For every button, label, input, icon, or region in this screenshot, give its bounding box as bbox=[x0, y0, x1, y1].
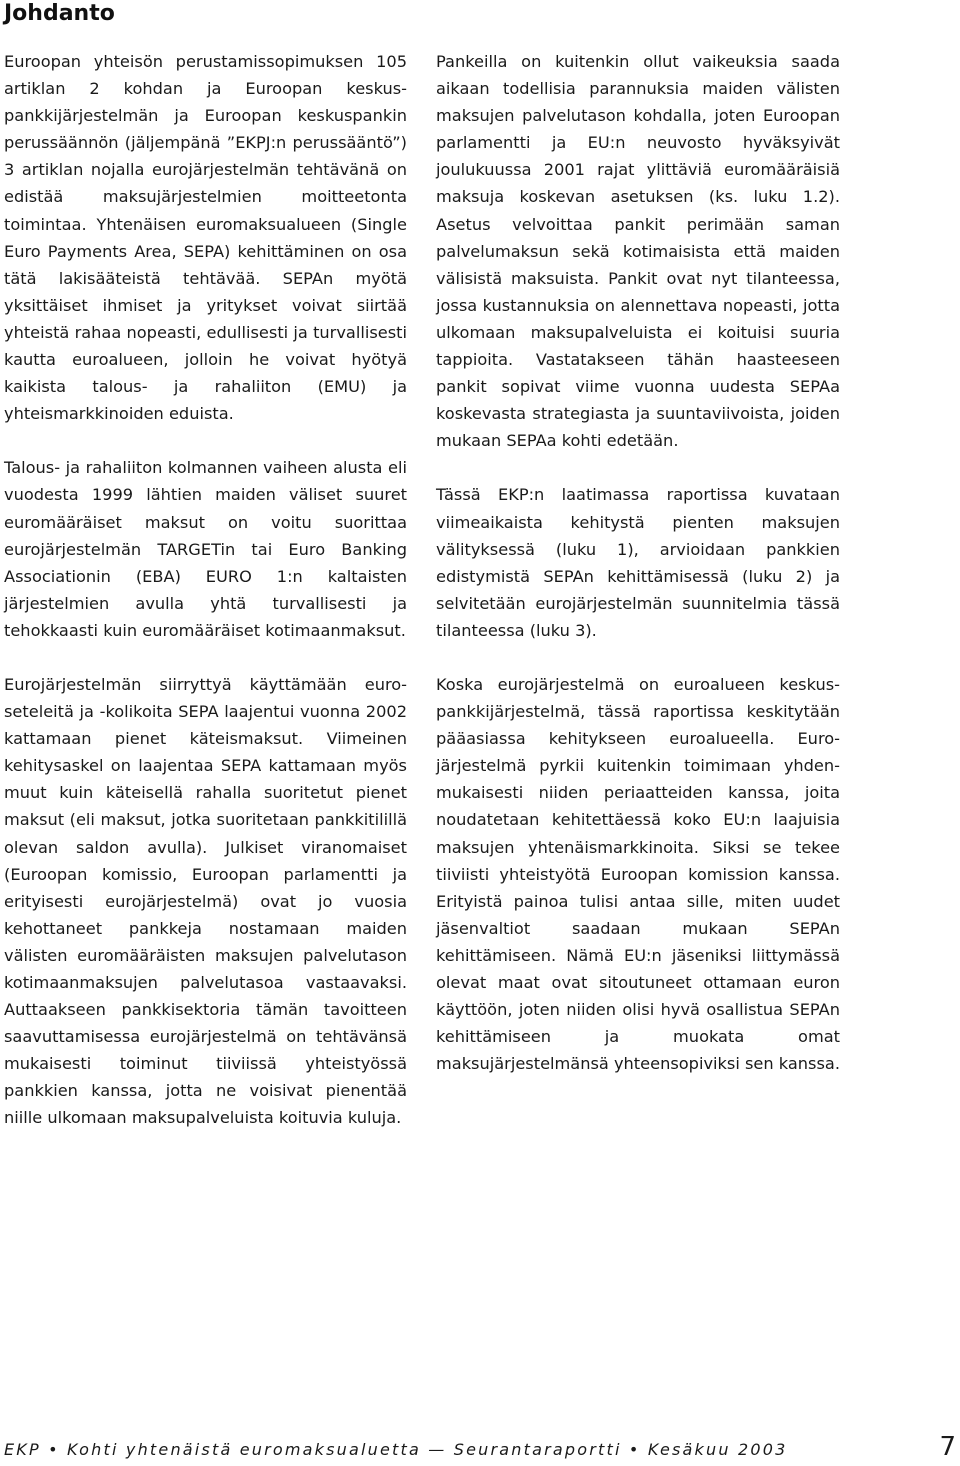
page-title: Johdanto bbox=[4, 1, 115, 26]
paragraph-right-1: Pankeilla on kuitenkin ollut vaikeuksia saada aikaan todellisia parannuksia maiden välisten maksujen palvelutason kohdalla, joten Euroopan parlamentti ja EU:n neuvosto hyväksyivät joulukuussa 2001 rajat ylittäviä euromääräisiä maksuja koskevan asetuksen (ks. luku 1.2). Asetus velvoittaa pankit perimään saman palvelumaksun sekä kotimaisista että maiden välisistä maksuista. Pankit ovat nyt tilanteessa, jossa kustannuksia on alennettava nopeasti, jotta ulkomaan maksupalveluista ei koituisi suuria tappioita. Vastatakseen tähän haasteeseen pankit sopivat viime vuonna uudesta SEPAa koskevasta strategiasta ja suuntaviivoista, joiden mukaan SEPAa kohti edetään. bbox=[436, 52, 840, 451]
page-footer bbox=[4, 1432, 956, 1466]
right-column bbox=[436, 48, 840, 1104]
paragraph-right-3: Koska eurojärjestelmä on euroalueen keskuspankkijärjestelmä, tässä raportissa keskitytään pääasiassa kehitykseen euroalueella. Eurojärjestelmä pyrkii kuitenkin toimimaan yhdenmukaisesti niiden periaatteiden kanssa, joita noudatetaan kehitettäessä koko EU:n laajuisia maksujen yhtenäismarkkinoita. Siksi se tekee tiiviisti yhteistyötä Euroopan komission kanssa. Erityistä painoa tulisi antaa sille, miten uudet jäsenvaltiot saadaan mukaan SEPAn kehittämiseen. Nämä EU:n jäseniksi liittymässä olevat maat ovat sitoutuneet ottamaan euron käyttöön, joten niiden olisi hyvä osallistua SEPAn kehittämiseen ja muokata omat maksujärjestelmänsä yhteensopiviksi sen kanssa. bbox=[436, 674, 840, 1074]
paragraph-right-2: Tässä EKP:n laatimassa raportissa kuvataan viimeaikaista kehitystä pienten maksujen välityksessä (luku 1), arvioidaan pankkien edistymistä SEPAn kehittämisessä (luku 2) ja selvitetään eurojärjestelmän suunnitelmia tässä tilanteessa (luku 3). bbox=[436, 485, 840, 640]
paragraph-left-1: Euroopan yhteisön perustamissopimuksen 105 artiklan 2 kohdan ja Euroopan keskuspankkijärjestelmän ja Euroopan keskuspankin perussäännön (jäljempänä ”EKPJ:n perussääntö”) 3 artiklan nojalla eurojärjestelmän tehtävänä on edistää maksujärjestelmien moitteetonta toimintaa. Yhtenäisen euromaksualueen (Single Euro Payments Area, SEPA) kehittäminen on osa tätä lakisääteistä tehtävää. SEPAn myötä yksittäiset ihmiset ja yritykset voivat siirtää yhteistä rahaa nopeasti, edullisesti ja turvallisesti kautta euroalueen, jolloin he voivat hyötyä kaikista talous- ja rahaliiton (EMU) ja yhteismarkkinoiden eduista. bbox=[4, 52, 407, 424]
page-number: 7 bbox=[939, 1432, 956, 1462]
paragraph-left-2: Talous- ja rahaliiton kolmannen vaiheen alusta eli vuodesta 1999 lähtien maiden väliset suuret euromääräiset maksut on voitu suorittaa eurojärjestelmän TARGETin tai Euro Banking Associationin (EBA) EURO 1:n kaltaisten järjestelmien avulla yhtä turvallisesti ja tehokkaasti kuin euromääräiset kotimaanmaksut. bbox=[4, 458, 407, 640]
left-column bbox=[4, 48, 407, 1159]
paragraph-left-3: Eurojärjestelmän siirryttyä käyttämään euroseteleitä ja -kolikoita SEPA laajentui vuonna 2002 kattamaan pienet käteismaksut. Viimeinen kehitysaskel on laajentaa SEPA kattamaan myös muut kuin käteisellä rahalla suoritetut pienet maksut (eli maksut, jotka suoritetaan pankkitilillä olevan saldon avulla). Julkiset viranomaiset (Euroopan komissio, Euroopan parlamentti ja erityisesti eurojärjestelmä) ovat jo vuosia kehottaneet pankkeja nostamaan maiden välisten euromääräisten maksujen palvelutason kotimaanmaksujen palvelutasoa vastaavaksi. Auttaakseen pankkisektoria tämän tavoitteen saavuttamisessa eurojärjestelmä on tehtävänsä mukaisesti toiminut tiiviissä yhteistyössä pankkien kanssa, jotta ne voisivat pienentää niille ulkomaan maksupalveluista koituvia kuluja. bbox=[4, 674, 407, 1128]
footer-text: EKP • Kohti yhtenäistä euromaksualuetta — Seurantaraportti • Kesäkuu 2003 bbox=[4, 1440, 788, 1459]
